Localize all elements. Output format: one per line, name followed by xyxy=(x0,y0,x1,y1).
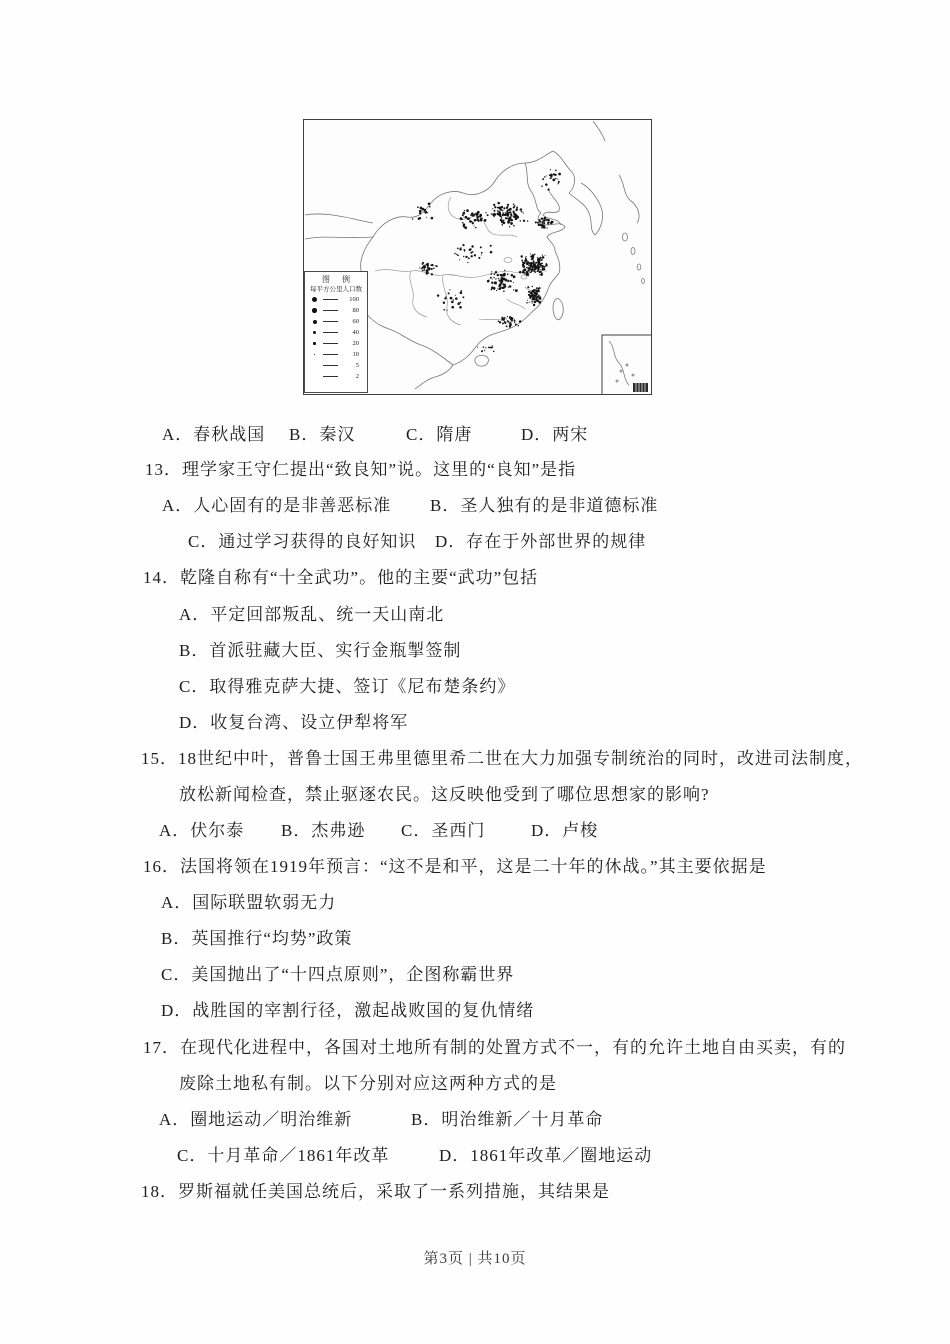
legend-row: 60 xyxy=(305,316,367,327)
legend-row: 80 xyxy=(305,305,367,316)
question-15-option-b: B．杰弗逊 xyxy=(281,821,366,840)
legend-line-icon xyxy=(323,332,338,333)
legend-row: 5 xyxy=(305,360,367,371)
question-15-option-d: D．卢梭 xyxy=(531,821,599,840)
legend-line-icon xyxy=(323,299,338,300)
density-dot-icon xyxy=(310,308,319,313)
question-14-option-d: D．收复台湾、设立伊犁将军 xyxy=(179,713,409,732)
legend-line-icon xyxy=(323,310,338,311)
question-16-option-d: D．战胜国的宰割行径，激起战败国的复仇情绪 xyxy=(161,1001,535,1020)
density-dot-icon xyxy=(310,297,319,302)
question-15-option-a: A．伏尔泰 xyxy=(159,821,245,840)
question-16-option-a: A．国际联盟软弱无力 xyxy=(161,893,337,912)
question-17-option-b: B．明治维新／十月革命 xyxy=(411,1110,604,1129)
legend-row: 40 xyxy=(305,327,367,338)
legend-row: 20 xyxy=(305,338,367,349)
page-footer: 第3页 | 共10页 xyxy=(423,1251,527,1267)
question-13-option-b: B．圣人独有的是非道德标准 xyxy=(430,496,659,515)
question-16-option-b: B．英国推行“均势”政策 xyxy=(161,929,353,948)
question-17-stem-line2: 废除土地私有制。以下分别对应这两种方式的是 xyxy=(179,1074,557,1093)
question-13-option-a: A．人心固有的是非善恶标准 xyxy=(162,496,392,515)
question-14-option-c: C．取得雅克萨大捷、签订《尼布楚条约》 xyxy=(179,677,516,696)
question-14-option-b: B．首派驻藏大臣、实行金瓶掣签制 xyxy=(179,641,462,660)
question-18-stem: 18．罗斯福就任美国总统后，采取了一系列措施，其结果是 xyxy=(141,1182,610,1201)
legend-row: 2 xyxy=(305,371,367,382)
density-dot-icon xyxy=(310,354,319,356)
legend-line-icon xyxy=(323,321,338,322)
question-15-stem-line2: 放松新闻检查，禁止驱逐农民。这反映他受到了哪位思想家的影响? xyxy=(179,785,710,804)
question-17-option-c: C．十月革命／1861年改革 xyxy=(177,1146,390,1165)
question-16-option-c: C．美国抛出了“十四点原则”，企图称霸世界 xyxy=(161,965,515,984)
inset-scale-box xyxy=(633,383,648,392)
question-12-option-b: B．秦汉 xyxy=(289,425,356,444)
question-13-stem: 13．理学家王守仁提出“致良知”说。这里的“良知”是指 xyxy=(145,460,577,479)
density-dot-icon xyxy=(310,342,319,344)
legend-line-icon xyxy=(323,354,338,355)
question-12-option-a: A．春秋战国 xyxy=(162,425,266,444)
question-13-option-d: D．存在于外部世界的规律 xyxy=(435,532,647,551)
density-dot-icon xyxy=(310,320,319,324)
population-density-map-figure xyxy=(303,119,652,395)
question-15-option-c: C．圣西门 xyxy=(401,821,486,840)
question-13-option-c: C．通过学习获得的良好知识 xyxy=(188,532,417,551)
population-dots xyxy=(412,169,561,352)
question-16-stem: 16．法国将领在1919年预言：“这不是和平，这是二十年的休战。”其主要依据是 xyxy=(143,857,767,876)
question-17-option-d: D．1861年改革／圈地运动 xyxy=(439,1146,653,1165)
density-dot-icon xyxy=(310,331,319,334)
legend-line-icon xyxy=(323,376,338,377)
question-17-option-a: A．圈地运动／明治维新 xyxy=(159,1110,353,1129)
question-15-stem-line1: 15．18世纪中叶，普鲁士国王弗里德里希二世在大力加强专制统治的同时，改进司法制度， xyxy=(141,749,863,768)
question-17-stem-line1: 17．在现代化进程中，各国对土地所有制的处置方式不一，有的允许土地自由买卖，有的 xyxy=(143,1038,846,1057)
legend-row: 100 xyxy=(305,294,367,305)
legend-title: 图 例 xyxy=(322,275,355,284)
question-14-option-a: A．平定回部叛乱、统一天山南北 xyxy=(179,605,445,624)
question-12-option-c: C．隋唐 xyxy=(406,425,473,444)
south-china-sea-inset xyxy=(602,335,652,395)
legend-row: 10 xyxy=(305,349,367,360)
question-14-stem: 14．乾隆自称有“十全武功”。他的主要“武功”包括 xyxy=(143,568,539,587)
legend-line-icon xyxy=(323,343,338,344)
map-legend xyxy=(304,271,368,393)
legend-subtitle: 每平方公里人口数 xyxy=(310,286,362,293)
legend-line-icon xyxy=(323,365,338,366)
question-12-option-d: D．两宋 xyxy=(521,425,589,444)
